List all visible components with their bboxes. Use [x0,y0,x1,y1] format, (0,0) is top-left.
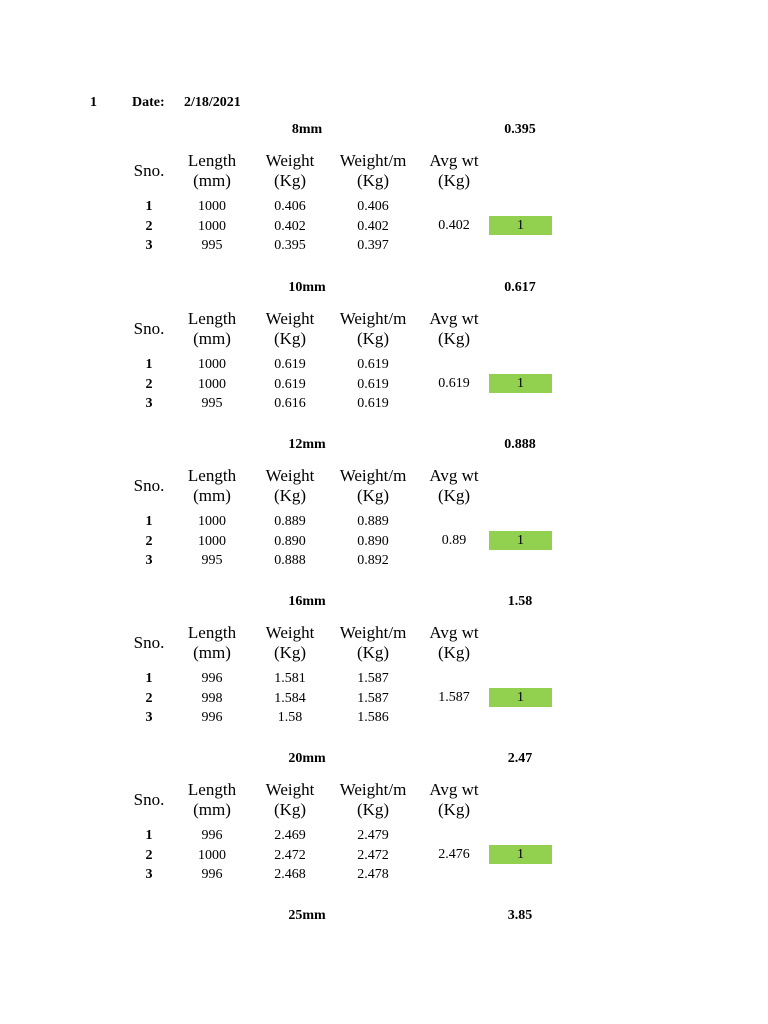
table-row-weight-per-m: 0.406 [357,199,389,214]
table-row-weight-per-m: 0.619 [357,376,389,392]
table-row-sno: 1 [145,357,153,372]
table-row-sno: 3 [145,553,153,568]
col-header-avg-wt [422,466,486,506]
col-header-avg-wt [422,780,486,820]
table-row-length: 998 [201,690,223,706]
col-header-wpm-line2: (Kg) [356,643,390,662]
col-header-weight-line2: (Kg) [273,171,307,190]
col-header-length-line1: Length [187,309,237,328]
col-header-weight-line1: Weight [265,309,315,328]
col-header-avg-line1: Avg wt [429,780,479,799]
pass-flag-cell: 1 [489,531,552,550]
table-row-length: 1000 [198,218,226,234]
col-header-wpm-line1: Weight/m [339,466,407,485]
col-header-weight-line2: (Kg) [273,800,307,819]
section-size: 12mm [288,437,326,452]
col-header-length-line2: (mm) [193,171,231,190]
col-header-avg-line2: (Kg) [437,800,471,819]
col-header-wpm-line2: (Kg) [356,171,390,190]
col-header-avg-line2: (Kg) [437,329,471,348]
col-header-length-line1: Length [187,151,237,170]
col-header-avg-line1: Avg wt [429,466,479,485]
avg-weight-value: 0.402 [438,218,470,233]
col-header-weight-line1: Weight [265,780,315,799]
section-standard-last: 3.85 [507,908,533,923]
col-header-avg-line1: Avg wt [429,623,479,642]
col-header-weight-line2: (Kg) [273,486,307,505]
col-header-length-line2: (mm) [193,800,231,819]
table-row-weight-per-m: 0.889 [357,514,389,529]
col-header-wpm-line1: Weight/m [339,151,407,170]
table-row-sno: 3 [145,710,153,725]
table-row-weight-per-m: 0.619 [357,357,389,372]
table-row-length: 995 [201,553,223,568]
table-row-sno: 1 [145,199,153,214]
table-row-weight-per-m: 2.472 [357,847,389,863]
col-header-length-line1: Length [187,780,237,799]
table-row-weight: 0.395 [274,238,306,253]
table-row-sno: 2 [145,533,153,549]
table-row-length: 996 [201,828,223,843]
table-row-length: 1000 [198,533,226,549]
section-size: 20mm [288,751,326,766]
col-header-length-line2: (mm) [193,643,231,662]
table-row-weight-per-m: 0.892 [357,553,389,568]
table-row-sno: 2 [145,847,153,863]
col-header-weight [258,309,322,349]
table-row-weight: 0.890 [274,533,306,549]
table-row-sno: 2 [145,376,153,392]
table-row-sno: 3 [145,396,153,411]
col-header-wpm-line2: (Kg) [356,486,390,505]
table-row-weight-per-m: 1.587 [357,690,389,706]
table-row-length: 1000 [198,199,226,214]
col-header-sno: Sno. [133,633,165,652]
col-header-sno: Sno. [133,161,165,180]
table-row-weight: 0.402 [274,218,306,234]
col-header-avg-line1: Avg wt [429,151,479,170]
col-header-weight-per-m [333,780,413,820]
col-header-avg-wt [422,309,486,349]
table-row-sno: 1 [145,828,153,843]
section-standard: 0.617 [504,280,536,295]
section-standard: 2.47 [507,751,533,766]
col-header-weight-per-m [333,309,413,349]
col-header-length-line1: Length [187,466,237,485]
col-header-weight-line1: Weight [265,623,315,642]
table-row-weight-per-m: 0.619 [357,396,389,411]
table-row-weight-per-m: 0.397 [357,238,389,253]
col-header-wpm-line1: Weight/m [339,623,407,642]
table-row-length: 1000 [198,357,226,372]
pass-flag-cell: 1 [489,216,552,235]
col-header-length [180,309,244,349]
col-header-wpm-line1: Weight/m [339,309,407,328]
table-row-weight: 2.472 [274,847,306,863]
table-row-weight-per-m: 1.586 [357,710,389,725]
table-row-weight: 0.888 [274,553,306,568]
table-row-sno: 2 [145,218,153,234]
table-row-sno: 2 [145,690,153,706]
avg-weight-value: 0.89 [441,533,467,548]
col-header-wpm-line2: (Kg) [356,329,390,348]
pass-flag-cell: 1 [489,845,552,864]
col-header-avg-wt [422,623,486,663]
col-header-length [180,151,244,191]
col-header-weight-per-m [333,466,413,506]
table-row-length: 995 [201,396,223,411]
table-row-length: 996 [201,671,223,686]
table-row-length: 1000 [198,376,226,392]
col-header-avg-line1: Avg wt [429,309,479,328]
table-row-length: 995 [201,238,223,253]
table-row-length: 996 [201,710,223,725]
col-header-weight-per-m [333,623,413,663]
date-label: Date: [132,95,165,110]
table-row-weight: 2.468 [274,867,306,882]
col-header-sno: Sno. [133,476,165,495]
col-header-weight [258,151,322,191]
col-header-weight-per-m [333,151,413,191]
table-row-length: 1000 [198,514,226,529]
col-header-weight-line2: (Kg) [273,329,307,348]
sheet-index: 1 [90,95,97,110]
col-header-avg-line2: (Kg) [437,486,471,505]
col-header-sno: Sno. [133,319,165,338]
date-value: 2/18/2021 [184,95,241,110]
avg-weight-value: 0.619 [438,376,470,391]
col-header-avg-line2: (Kg) [437,171,471,190]
table-row-weight: 1.581 [274,671,306,686]
table-row-sno: 1 [145,514,153,529]
col-header-length-line2: (mm) [193,486,231,505]
col-header-length [180,780,244,820]
section-size: 8mm [291,122,323,137]
table-row-weight: 1.58 [277,710,303,725]
col-header-weight [258,780,322,820]
col-header-wpm-line2: (Kg) [356,800,390,819]
col-header-weight [258,623,322,663]
col-header-weight-line1: Weight [265,466,315,485]
table-row-weight-per-m: 1.587 [357,671,389,686]
table-row-weight: 1.584 [274,690,306,706]
section-size: 16mm [288,594,326,609]
avg-weight-value: 1.587 [438,690,470,705]
col-header-sno: Sno. [133,790,165,809]
section-standard: 1.58 [507,594,533,609]
section-standard: 0.395 [504,122,536,137]
table-row-weight: 0.616 [274,396,306,411]
col-header-length-line1: Length [187,623,237,642]
section-standard: 0.888 [504,437,536,452]
col-header-weight-line2: (Kg) [273,643,307,662]
table-row-weight-per-m: 2.479 [357,828,389,843]
table-row-weight: 0.889 [274,514,306,529]
table-row-weight-per-m: 0.402 [357,218,389,234]
table-row-length: 996 [201,867,223,882]
table-row-sno: 1 [145,671,153,686]
table-row-weight: 2.469 [274,828,306,843]
table-row-sno: 3 [145,867,153,882]
avg-weight-value: 2.476 [438,847,470,862]
pass-flag-cell: 1 [489,688,552,707]
col-header-avg-wt [422,151,486,191]
table-row-weight: 0.406 [274,199,306,214]
col-header-length [180,466,244,506]
col-header-weight-line1: Weight [265,151,315,170]
section-size-last: 25mm [288,908,326,923]
table-row-length: 1000 [198,847,226,863]
table-row-weight: 0.619 [274,357,306,372]
col-header-wpm-line1: Weight/m [339,780,407,799]
pass-flag-cell: 1 [489,374,552,393]
table-row-weight-per-m: 2.478 [357,867,389,882]
table-row-sno: 3 [145,238,153,253]
col-header-weight [258,466,322,506]
section-size: 10mm [288,280,326,295]
col-header-avg-line2: (Kg) [437,643,471,662]
col-header-length-line2: (mm) [193,329,231,348]
table-row-weight: 0.619 [274,376,306,392]
table-row-weight-per-m: 0.890 [357,533,389,549]
col-header-length [180,623,244,663]
